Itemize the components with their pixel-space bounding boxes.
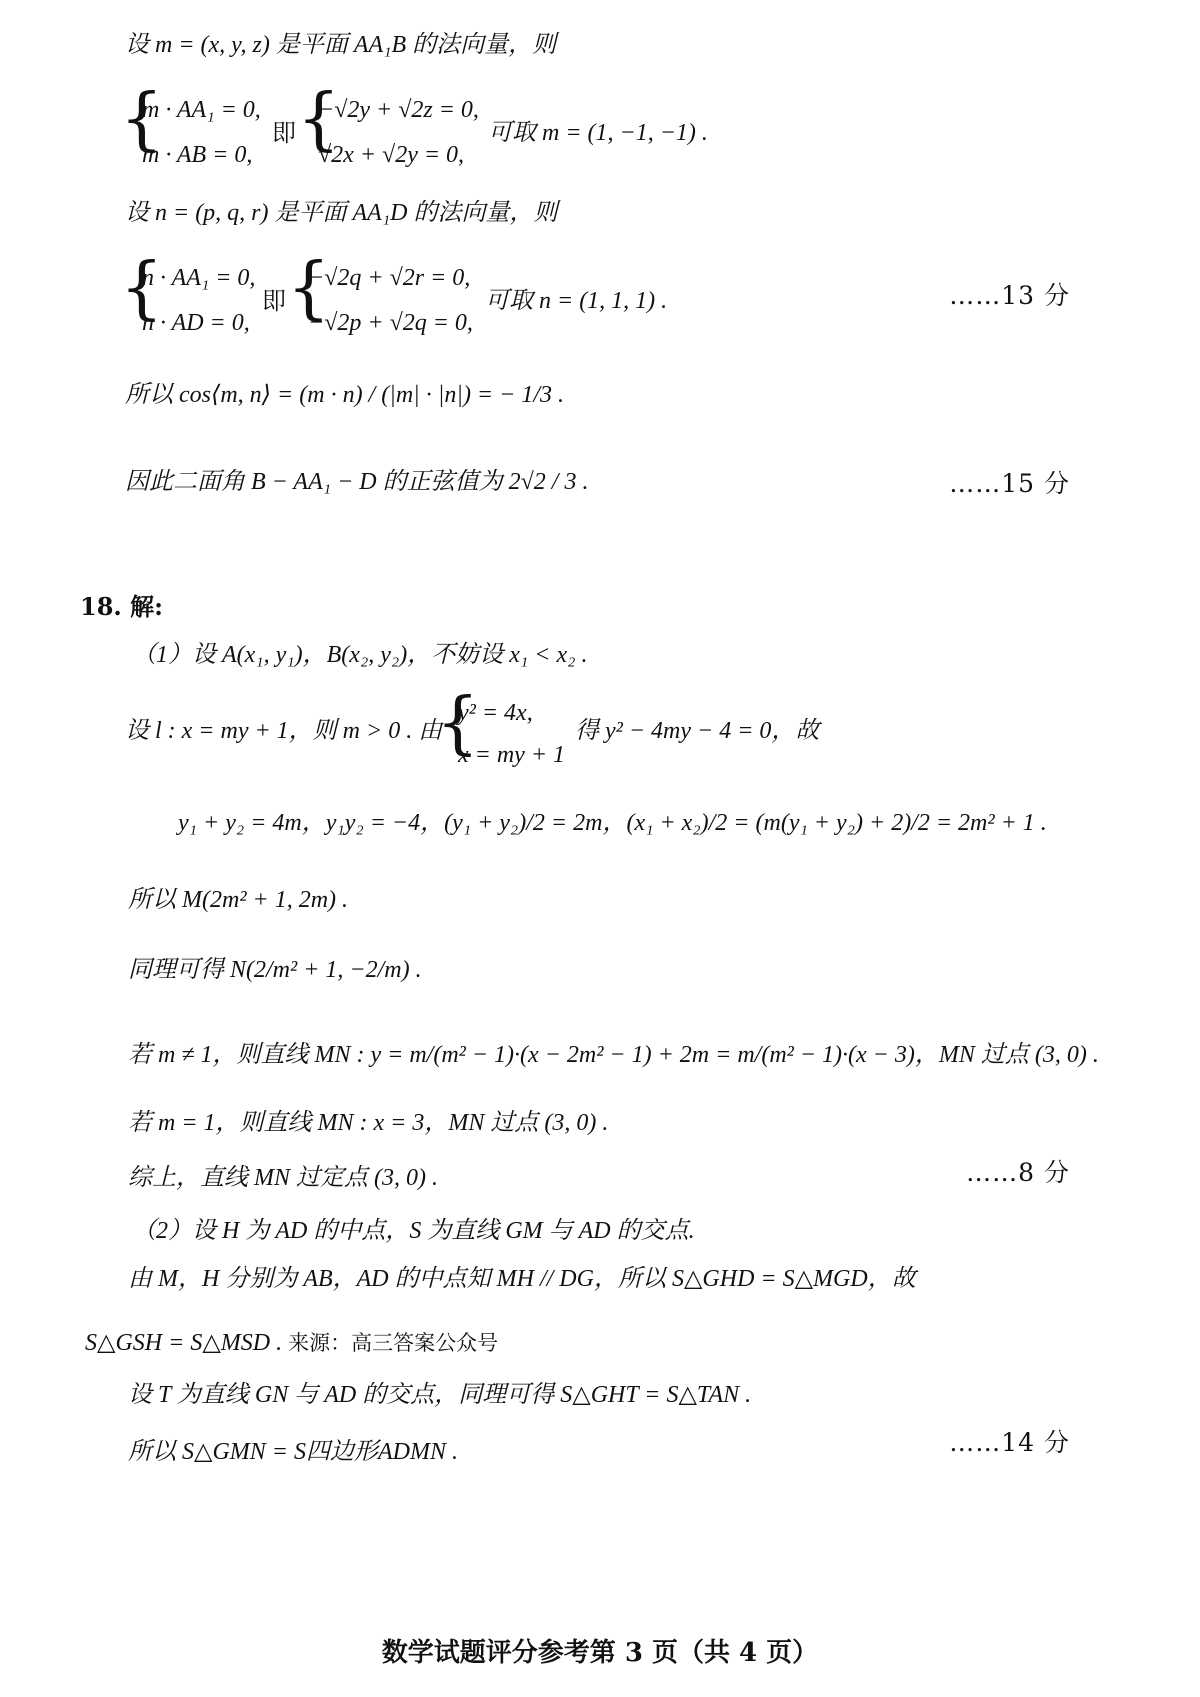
text-line: 因此二面角 B − AA₁ − D 的正弦值为 2√2 / 3 .: [125, 469, 589, 495]
equation-line: y₁ + y₂ = 4m，y₁y₂ = −4，(y₁ + y₂)/2 = 2m，(x₁ + x₂)/2 = (m(y₁ + y₂) + 2)/2 = 2m² + 1 .: [178, 810, 1047, 836]
text-line: 设 l : x = my + 1，则 m > 0 . 由: [125, 718, 443, 744]
text-line: 可取 m = (1, −1, −1) .: [488, 120, 708, 146]
score-mark: ……8 分: [966, 1158, 1070, 1187]
equation-line: −√2p + √2q = 0,: [308, 310, 473, 336]
text-line: 即: [272, 119, 296, 147]
text-line: 所以 cos⟨m, n⟩ = (m · n) / (|m| · |n|) = − 1/3 .: [125, 382, 564, 408]
text-line: S△GSH = S△MSD . 来源：高三答案公众号: [85, 1330, 499, 1356]
equation-line: y² = 4x,: [458, 700, 533, 726]
score-mark: ……14 分: [949, 1428, 1070, 1457]
brace-symbol: {: [436, 684, 480, 763]
equation-line: −√2q + √2r = 0,: [308, 265, 471, 291]
source-note: 来源：高三答案公众号: [288, 1331, 499, 1355]
text-line: 设 T 为直线 GN 与 AD 的交点，同理可得 S△GHT = S△TAN .: [128, 1382, 752, 1408]
text-line: 所以 M(2m² + 1, 2m) .: [128, 887, 349, 913]
score-mark: ……13 分: [949, 281, 1070, 310]
text-line: 综上，直线 MN 过定点 (3, 0) .: [128, 1165, 438, 1191]
equation-line: √2x + √2y = 0,: [318, 142, 465, 168]
brace-symbol: {: [287, 249, 331, 328]
problem-heading: 18. 解:: [80, 592, 163, 621]
equation-line: m · AB = 0,: [142, 142, 253, 168]
equation-line: n · AD = 0,: [142, 310, 250, 336]
text-line: 即: [262, 287, 286, 315]
page-footer: 数学试题评分参考第 3 页（共 4 页）: [381, 1638, 819, 1668]
text-line: 所以 S△GMN = S四边形ADMN .: [128, 1439, 458, 1465]
equation-line: n · AA₁ = 0,: [142, 265, 256, 291]
text-line: （2）设 H 为 AD 的中点，S 为直线 GM 与 AD 的交点.: [132, 1218, 695, 1244]
equation-line: −√2y + √2z = 0,: [318, 97, 479, 123]
text-line: 设 n = (p, q, r) 是平面 AA₁D 的法向量，则: [125, 200, 558, 226]
brace-symbol: {: [297, 80, 341, 159]
equation-line: m · AA₁ = 0,: [142, 97, 261, 123]
text-line: （1）设 A(x₁, y₁)，B(x₂, y₂)，不妨设 x₁ < x₂ .: [132, 642, 588, 668]
score-mark: ……15 分: [949, 469, 1070, 498]
text-line: 设 m = (x, y, z) 是平面 AA₁B 的法向量，则: [125, 32, 557, 58]
text-line: 同理可得 N(2/m² + 1, −2/m) .: [128, 957, 422, 983]
text-line: 可取 n = (1, 1, 1) .: [485, 288, 668, 314]
brace-symbol: {: [120, 249, 164, 328]
text-line: 由 M，H 分别为 AB，AD 的中点知 MH // DG，所以 S△GHD = S△MGD，故: [128, 1266, 916, 1292]
brace-symbol: {: [120, 80, 164, 159]
text-line: 若 m = 1，则直线 MN : x = 3，MN 过点 (3, 0) .: [128, 1110, 609, 1136]
text-line: 得 y² − 4my − 4 = 0，故: [575, 718, 820, 744]
equation-line: x = my + 1: [458, 742, 566, 768]
text-line: 若 m ≠ 1，则直线 MN : y = m/(m² − 1)·(x − 2m² − 1) + 2m = m/(m² − 1)·(x − 3)，MN 过点 (3, 0) .: [128, 1042, 1099, 1068]
